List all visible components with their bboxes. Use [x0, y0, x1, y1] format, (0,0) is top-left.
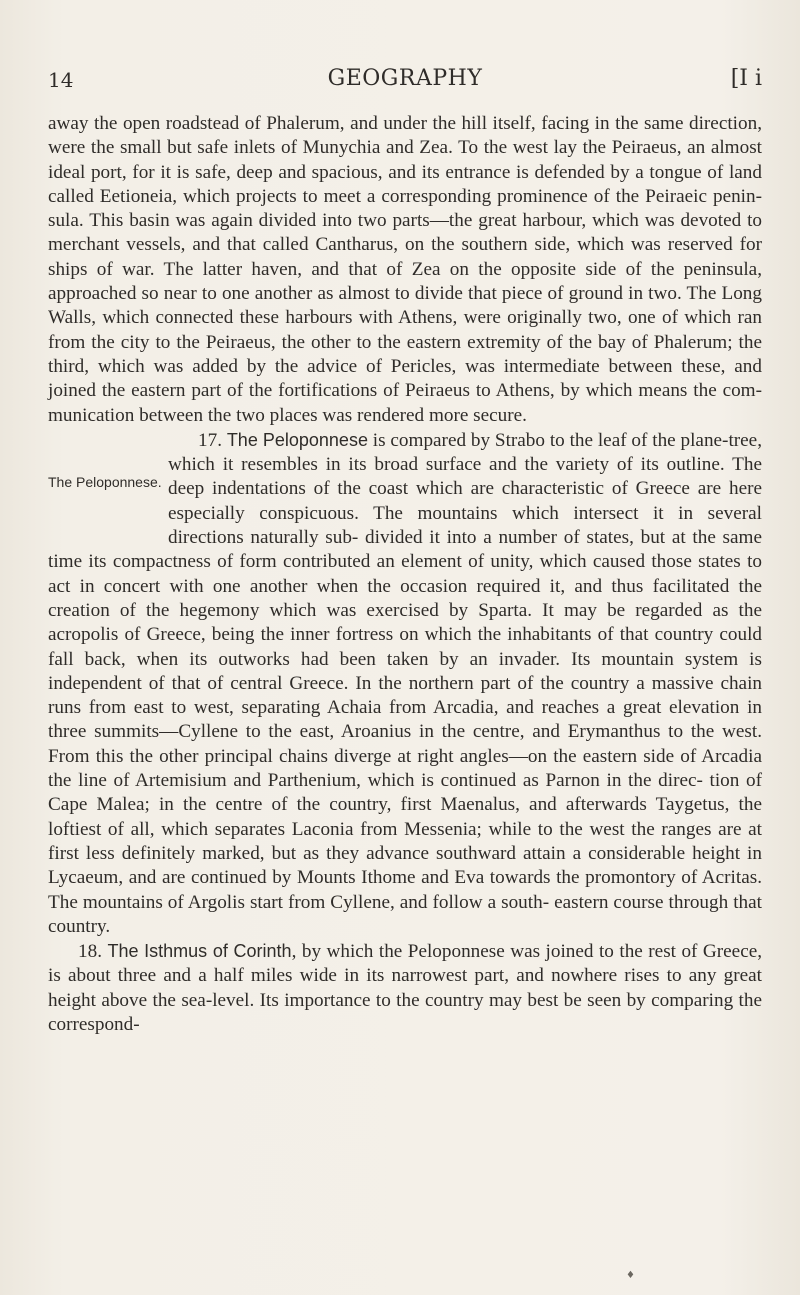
- section-number: 18.: [78, 941, 102, 963]
- running-header: [48, 60, 762, 100]
- section-heading: The Peloponnese: [226, 429, 368, 450]
- paragraph-18-isthmus: [48, 939, 762, 1037]
- section-heading: The Isthmus of Corinth: [107, 941, 292, 962]
- page-number: 14: [48, 68, 74, 92]
- body-text: [48, 112, 762, 1037]
- paragraph-phalerum: away the open roadstead of Phalerum, and under the hill itself, facing in the same direction, were the small but safe inlets of Munychia and Zea. To the west lay the Peiraeus, an almost ideal port, for it is safe, deep and spacious, and its entrance is defended by a tongue of land called Eetioneia, which projects to meet a corresponding prominence of the Peiraeic penin- sula. This basin was again divided into two parts—the great harbour, which was devoted to merchant vessels, and that called Cantharus, on the southern side, which was reserved for ships of war. The latter haven, and that of Zea on the opposite side of the peninsula, approached so near to one another as almost to divide that piece of ground in two. The Long Walls, which connected these harbours with Athens, were originally two, one of which ran from the city to the Peiraeus, the other to the eastern extremity of the bay of Phalerum; the third, which was added by the advice of Pericles, was intermediate between these, and joined the eastern part of the fortifications of Peiraeus to Athens, by which means the com- munication between the two places was rendered more secure.: [48, 113, 762, 426]
- footer-mark: ♦: [626, 1270, 635, 1281]
- section-reference: [I i: [730, 66, 762, 91]
- running-title: GEOGRAPHY: [327, 66, 483, 91]
- paragraph-text: is compared by Strabo to the leaf of the plane-tree, which it resembles in its broad surface and the variety of its outline. The deep indentations of the coast which are characteristic of Greece are here especially conspicuous. The mountains which intersect it in several directions naturally sub- divided it into a number of states, but at the same time its compactness of form contributed an element of unity, which caused those states to act in concert with one another when the occasion required it, and thus facilitated the creation of the hegemony which was exercised by Sparta. It may be regarded as the acropolis of Greece, being the inner fortress on which the inhabitants of that country could fall back, when its outworks had been taken by an invader. Its mountain system is independent of that of central Greece. In the northern part of the country a massive chain runs from east to west, separating Achaia from Arcadia, and reaches a great elevation in three summits—Cyllene to the east, Aroanius in the centre, and Erymanthus to the west. From this the other principal chains diverge at right angles—on the eastern side of Arcadia the line of Artemisium and Parthenium, which is continued as Parnon in the direc- tion of Cape Malea; in the centre of the country, first Maenalus, and afterwards Taygetus, the loftiest of all, which separates Laconia from Messenia; while to the west the ranges are at first less definitely marked, but as they advance southward attain a considerable height in Lycaeum, and are continued by Mounts Ithome and Eva towards the promontory of Acritas. The mountains of Argolis start from Cyllene, and follow a south- eastern course through that country.: [48, 429, 762, 937]
- margin-sidenote: The Peloponnese.: [48, 473, 162, 490]
- paragraph-text: , by which the Peloponnese was joined to the rest of Greece, is about three and a half miles wide in its narrowest part, and nowhere rises to any great height above the sea-level. Its importance to the country may best be seen by comparing the correspond-: [48, 941, 763, 1035]
- paragraph-17-peloponnese: [48, 428, 762, 939]
- section-number: 17.: [198, 429, 222, 451]
